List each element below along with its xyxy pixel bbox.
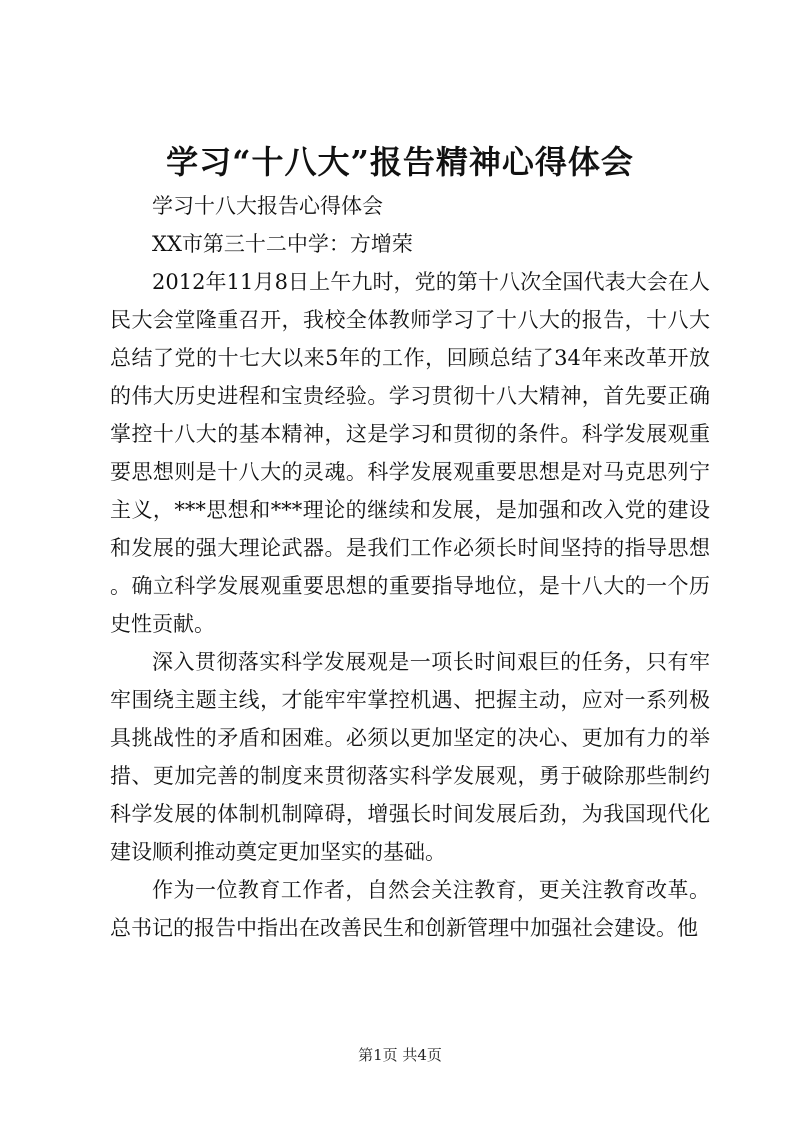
body-paragraph: 深入贯彻落实科学发展观是一项长时间艰巨的任务，只有牢牢围绕主题主线，才能牢牢掌控机遇、把握主动，应对一系列极具挑战性的矛盾和困难。必须以更加坚定的决心、更加有力的举措、更加完善的制度来贯彻落实科学发展观，勇于破除那些制约科学发展的体制机制障碍，增强长时间发展后劲，为我国现代化建设顺利推动奠定更加坚实的基础。 bbox=[110, 650, 710, 864]
body-paragraph: 2012年11月8日上午九时，党的第十八次全国代表大会在人民大会堂隆重召开，我校全体教师学习了十八大的报告，十八大总结了党的十七大以来5年的工作，回顾总结了34年来改革开放的伟大历史进程和宝贵经验。学习贯彻十八大精神，首先要正确掌控十八大的基本精神，这是学习和贯彻的条件。科学发展观重要思想则是十八大的灵魂。科学发展观重要思想是对马克思列宁主义，***思想和***理论的继续和发展，是加强和改入党的建设和发展的强大理论武器。是我们工作必须长时间坚持的指导思想。确立科学发展观重要思想的重要指导地位，是十八大的一个历史性贡献。 bbox=[110, 270, 710, 636]
page-title: 学习“十八大”报告精神心得体会 bbox=[166, 143, 634, 181]
subtitle-line: 学习十八大报告心得体会 bbox=[152, 194, 383, 218]
document-body bbox=[110, 187, 710, 947]
page-footer: 第1页 共4页 bbox=[358, 1046, 442, 1064]
author-line: XX市第三十二中学：方增荣 bbox=[152, 232, 413, 256]
body-paragraph: 作为一位教育工作者，自然会关注教育，更关注教育改革。总书记的报告中指出在改善民生和创新管理中加强社会建设。他 bbox=[110, 878, 710, 940]
